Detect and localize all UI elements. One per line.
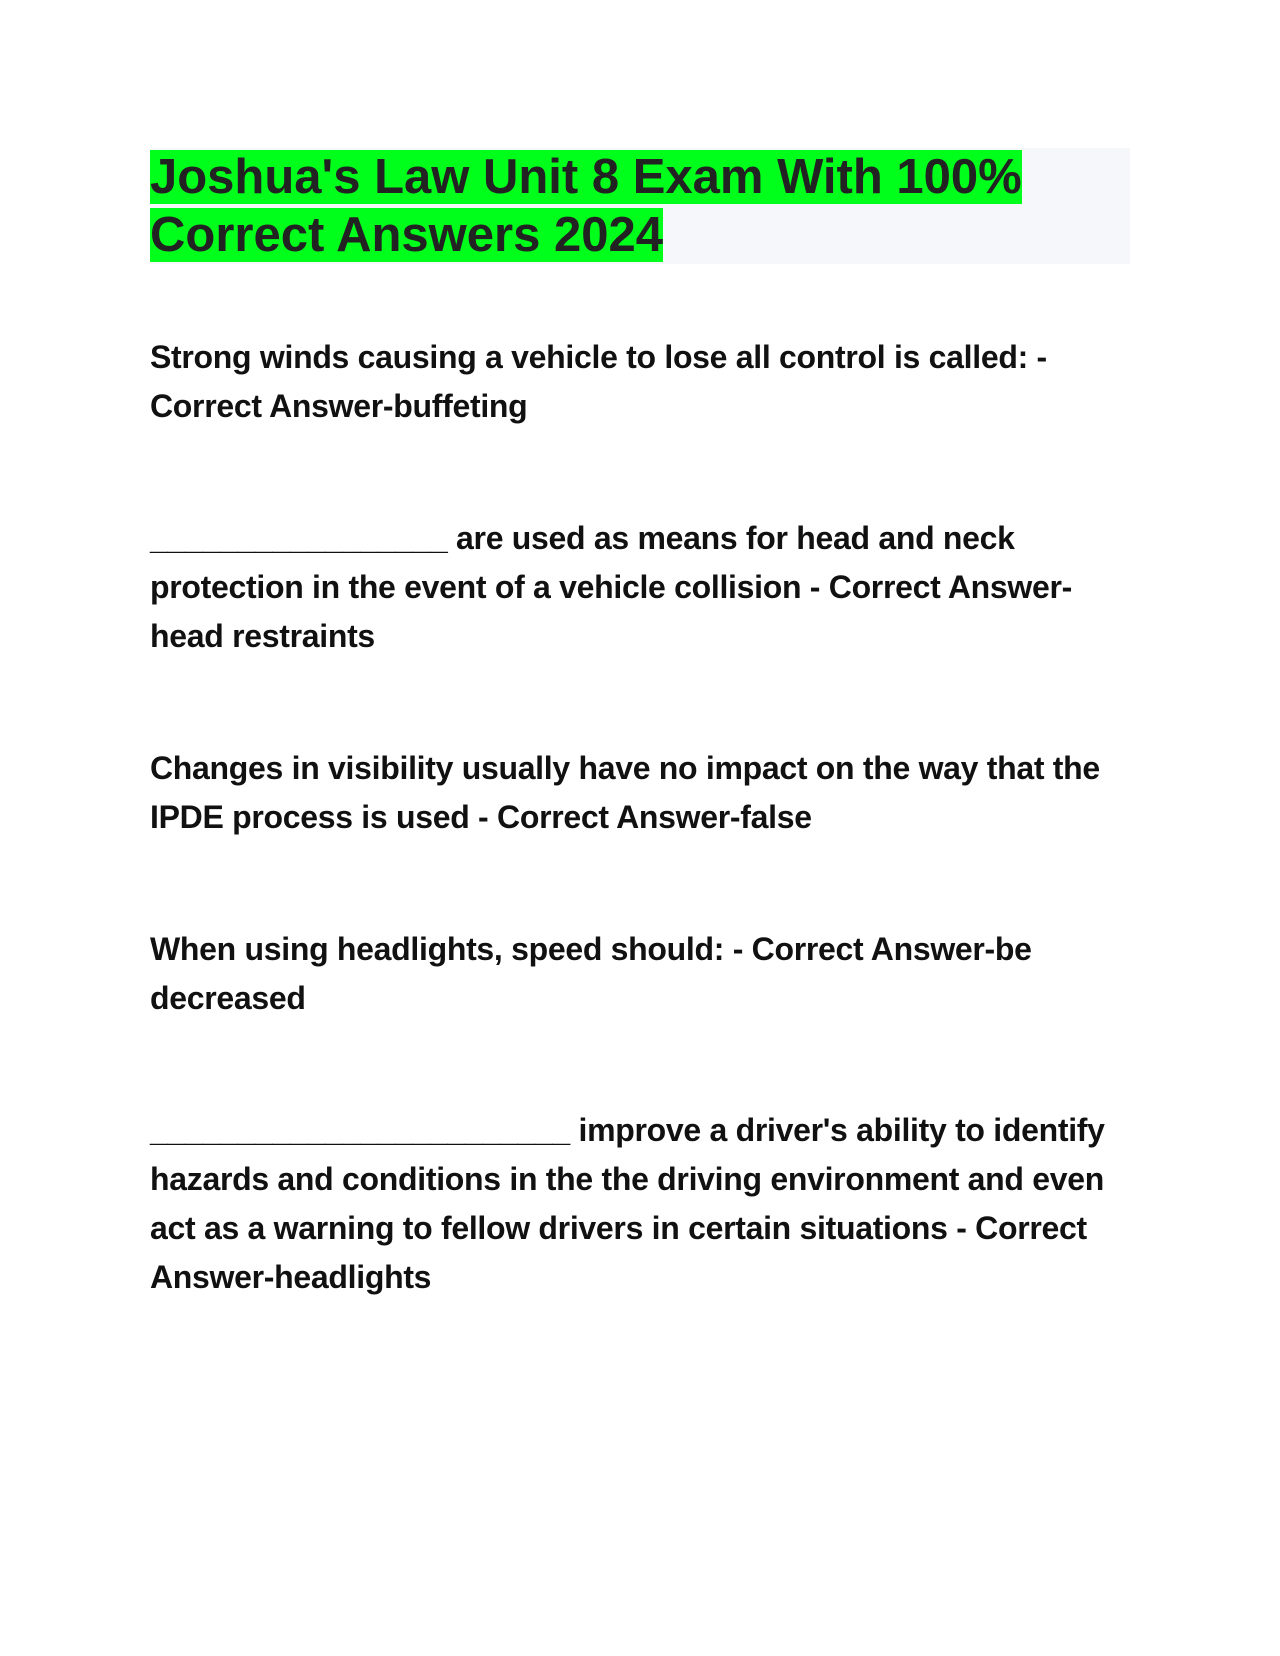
title-highlight: Joshua's Law Unit 8 Exam With 100% Correct Answers 2024 bbox=[150, 150, 1022, 262]
document-title bbox=[150, 148, 1130, 264]
qa-item: _________________ are used as means for head and neck protection in the event of a vehicle collision - Correct Answer-head restraints bbox=[150, 520, 1073, 654]
qa-item: Changes in visibility usually have no impact on the way that the IPDE process is used - Correct Answer-false bbox=[150, 750, 1100, 835]
qa-list bbox=[150, 333, 1140, 1385]
qa-item: When using headlights, speed should: - Correct Answer-be decreased bbox=[150, 931, 1032, 1016]
qa-item: Strong winds causing a vehicle to lose all control is called: - Correct Answer-buffeting bbox=[150, 339, 1047, 424]
qa-item: ________________________ improve a driver's ability to identify hazards and conditions in the the driving environment and even act as a warning to fellow drivers in certain situations - Correct Answer-headlights bbox=[150, 1112, 1105, 1295]
title-block bbox=[150, 148, 1130, 264]
